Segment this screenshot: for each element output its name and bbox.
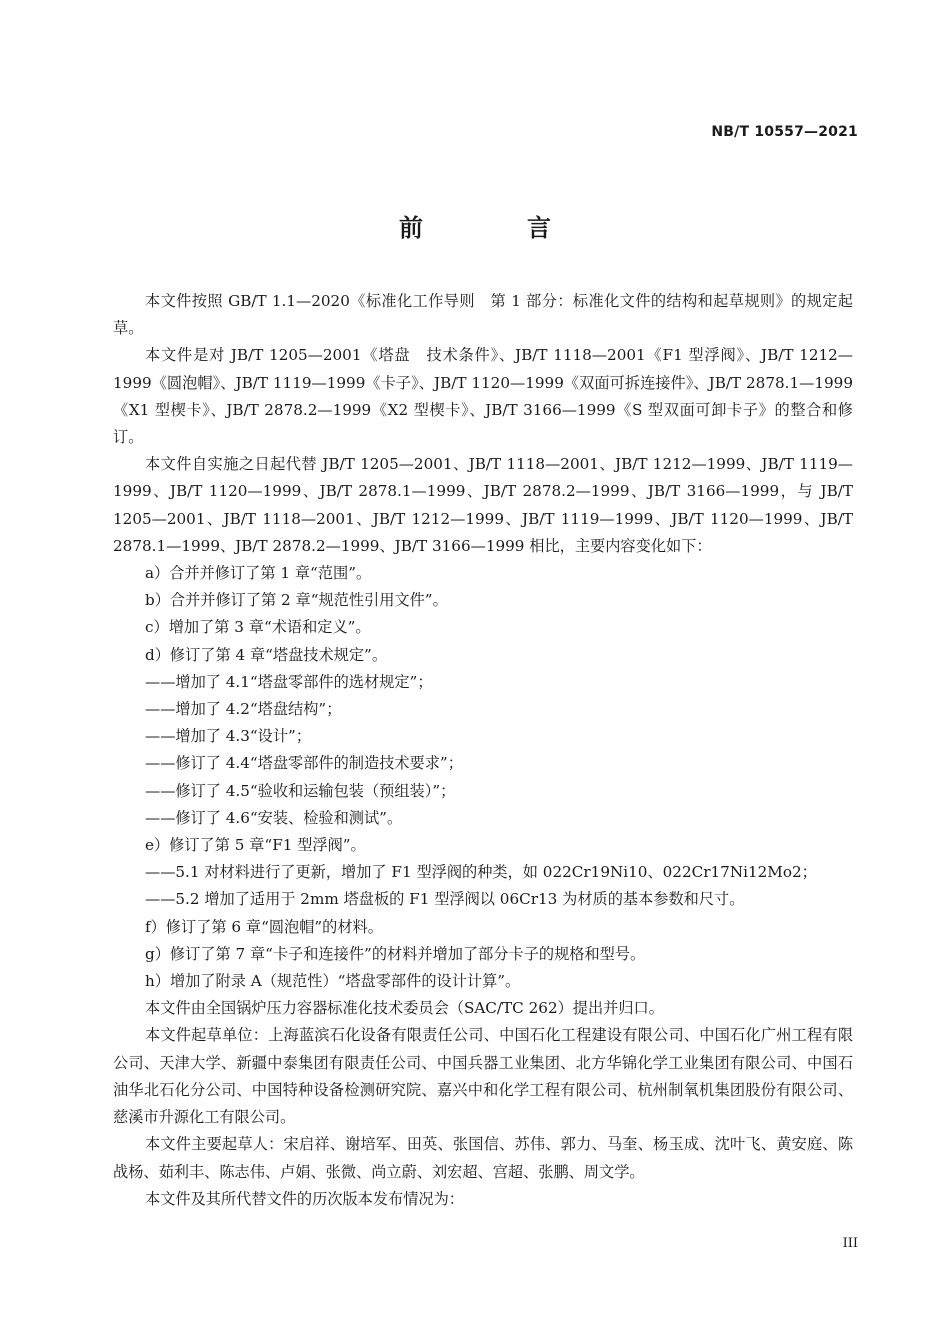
change-item-e: e）修订了第 5 章“F1 型浮阀”。 <box>145 836 366 855</box>
change-item-f: f）修订了第 6 章“圆泡帽”的材料。 <box>145 917 383 936</box>
change-subitem-d2: ——增加了 4.2“塔盘结构”； <box>145 700 342 719</box>
change-subitem-d3: ——增加了 4.3“设计”； <box>145 727 312 746</box>
change-subitem-d5: ——修订了 4.5“验收和运输包装（预组装）”； <box>145 781 456 800</box>
change-subitem-d4: ——修订了 4.4“塔盘零部件的制造技术要求”； <box>145 754 463 773</box>
paragraph-replacement: 本文件自实施之日起代替 JB/T 1205—2001、JB/T 1118—2001、JB/T 1212—1999、JB/T 1119—1999、JB/T 1120—1999、JB/T 2878.1—1999、JB/T 2878.2—1999、JB/T 3166—1999，与 JB/T 1205—2001、JB/T 1118—2001、JB/T 1212—1999、JB/T 1119—1999、JB/T 1120—1999、JB/T 2878.1—1999、JB/T 2878.2—1999、JB/T 3166—1999 相比，主要内容变化如下： <box>113 455 853 555</box>
paragraph-proposer: 本文件由全国锅炉压力容器标准化技术委员会（SAC/TC 262）提出并归口。 <box>145 999 664 1018</box>
change-subitem-e1: ——5.1 对材料进行了更新，增加了 F1 型浮阀的种类，如 022Cr19Ni10、022Cr17Ni12Mo2； <box>145 863 817 882</box>
paragraph-drafters: 本文件主要起草人：宋启祥、谢培军、田英、张国信、苏伟、郭力、马奎、杨玉成、沈叶飞、黄安庭、陈战杨、茹利丰、陈志伟、卢娟、张微、尚立蔚、刘宏超、宫超、张鹏、周文学。 <box>113 1135 853 1181</box>
paragraph-integration: 本文件是对 JB/T 1205—2001《塔盘 技术条件》、JB/T 1118—2001《F1 型浮阀》、JB/T 1212—1999《圆泡帽》、JB/T 1119—1999《卡子》、JB/T 1120—1999《双面可拆连接件》、JB/T 2878.1—1999《X1 型楔卡》、JB/T 2878.2—1999《X2 型楔卡》、JB/T 3166—1999《S 型双面可卸卡子》的整合和修订。 <box>113 346 853 447</box>
change-item-a: a）合并并修订了第 1 章“范围”。 <box>145 564 372 583</box>
change-subitem-e2: ——5.2 增加了适用于 2mm 塔盘板的 F1 型浮阀以 06Cr13 为材质的基本参数和尺寸。 <box>145 890 745 909</box>
paragraph-basis: 本文件按照 GB/T 1.1—2020《标准化工作导则 第 1 部分：标准化文件的结构和起草规则》的规定起草。 <box>113 292 853 338</box>
change-item-c: c）增加了第 3 章“术语和定义”。 <box>145 618 371 637</box>
change-subitem-d1: ——增加了 4.1“塔盘零部件的选材规定”； <box>145 672 433 691</box>
standard-code: NB/T 10557—2021 <box>711 124 858 140</box>
change-item-d: d）修订了第 4 章“塔盘技术规定”。 <box>145 645 388 664</box>
paragraph-drafting-units: 本文件起草单位：上海蓝滨石化设备有限责任公司、中国石化工程建设有限公司、中国石化广州工程有限公司、天津大学、新疆中泰集团有限责任公司、中国兵器工业集团、北方华锦化学工业集团有限公司、中国石油华北石化分公司、中国特种设备检测研究院、嘉兴中和化学工程有限公司、杭州制氧机集团股份有限公司、慈溪市升源化工有限公司。 <box>113 1026 853 1127</box>
change-subitem-d6: ——修订了 4.6“安装、检验和测试”。 <box>145 808 403 827</box>
document-body <box>113 288 853 1213</box>
change-item-b: b）合并并修订了第 2 章“规范性引用文件”。 <box>145 591 448 610</box>
page-number: III <box>842 1236 858 1251</box>
paragraph-history: 本文件及其所代替文件的历次版本发布情况为： <box>145 1189 464 1208</box>
change-item-h: h）增加了附录 A（规范性）“塔盘零部件的设计计算”。 <box>145 972 521 991</box>
change-item-g: g）修订了第 7 章“卡子和连接件”的材料并增加了部分卡子的规格和型号。 <box>145 944 646 963</box>
page-title: 前 言 <box>399 214 591 242</box>
